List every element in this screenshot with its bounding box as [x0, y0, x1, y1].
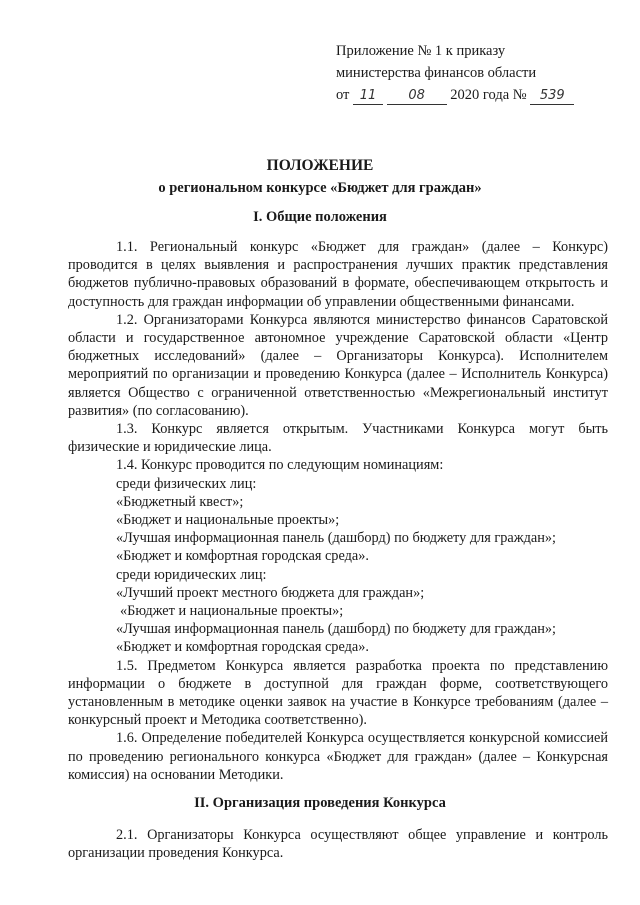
document-title — [0, 155, 640, 199]
paragraph-1-6: 1.6. Определение победителей Конкурса осуществляется конкурсной комиссией по проведению регионального конкурса «Бюджет для граждан» (далее – Конкурсная комиссия) на основании Методики. — [68, 730, 608, 783]
handwritten-day: 11 — [353, 88, 383, 105]
individuals-nomination-1: «Бюджетный квест»; — [116, 493, 244, 510]
paragraph-1-1: 1.1. Региональный конкурс «Бюджет для граждан» (далее – Конкурс) проводится в целях выявления и распространения лучших практик представления бюджетов публично-правовых образований в формате, обеспечивающем открытость и доступность для граждан информации об управлении общественными финансами. — [68, 239, 608, 310]
appendix-line-2: министерства финансов области — [336, 65, 537, 81]
section-2-body — [68, 826, 608, 862]
section-2-heading: II. Организация проведения Конкурса — [194, 795, 446, 811]
section-1-body — [68, 238, 608, 784]
individuals-nomination-2: «Бюджет и национальные проекты»; — [116, 512, 340, 529]
appendix-year-text: 2020 года № — [450, 87, 527, 103]
title-main: ПОЛОЖЕНИЕ — [266, 157, 374, 174]
individuals-label: среди физических лиц: — [116, 475, 257, 492]
individuals-nomination-4: «Бюджет и комфортная городская среда». — [116, 548, 369, 565]
paragraph-1-3: 1.3. Конкурс является открытым. Участниками Конкурса могут быть физические и юридические лица. — [68, 421, 608, 456]
title-subtitle: о региональном конкурсе «Бюджет для граждан» — [158, 180, 482, 196]
paragraph-1-4: 1.4. Конкурс проводится по следующим номинациям: — [116, 457, 444, 474]
legal-nomination-1: «Лучший проект местного бюджета для граждан»; — [116, 584, 425, 601]
paragraph-1-2: 1.2. Организаторами Конкурса являются министерство финансов Саратовской области и государственное автономное учреждение Саратовской области «Центр бюджетных исследований» (далее – Организаторы Конкурса). Исполнителем мероприятий по организации и проведению Конкурса (далее – Исполнитель Конкурса) является Общество с ограниченной ответственностью «Межрегиональный институт развития» (по согласованию). — [68, 311, 608, 419]
appendix-header — [336, 40, 616, 106]
legal-nomination-3: «Лучшая информационная панель (дашборд) по бюджету для граждан»; — [116, 621, 557, 638]
section-1-heading: I. Общие положения — [253, 209, 387, 225]
legal-nomination-2: «Бюджет и национальные проекты»; — [120, 603, 344, 620]
individuals-nomination-3: «Лучшая информационная панель (дашборд) по бюджету для граждан»; — [116, 530, 557, 547]
legal-nomination-4: «Бюджет и комфортная городская среда». — [116, 639, 369, 656]
handwritten-order-number: 539 — [530, 88, 574, 105]
paragraph-1-5: 1.5. Предметом Конкурса является разработка проекта по представлению информации о бюджете в доступной для граждан форме, соответствующего установленным в методике оценки заявок на участие в Конкурсе требованиям (далее – конкурсный проект и Методика соответственно). — [68, 657, 608, 729]
appendix-line-1: Приложение № 1 к приказу — [336, 43, 506, 59]
appendix-line-3 — [336, 84, 616, 106]
appendix-date-prefix: от — [336, 87, 350, 103]
legal-label: среди юридических лиц: — [116, 566, 267, 583]
handwritten-month: 08 — [387, 88, 447, 105]
paragraph-2-1: 2.1. Организаторы Конкурса осуществляют общее управление и контроль организации проведения Конкурса. — [68, 827, 608, 862]
